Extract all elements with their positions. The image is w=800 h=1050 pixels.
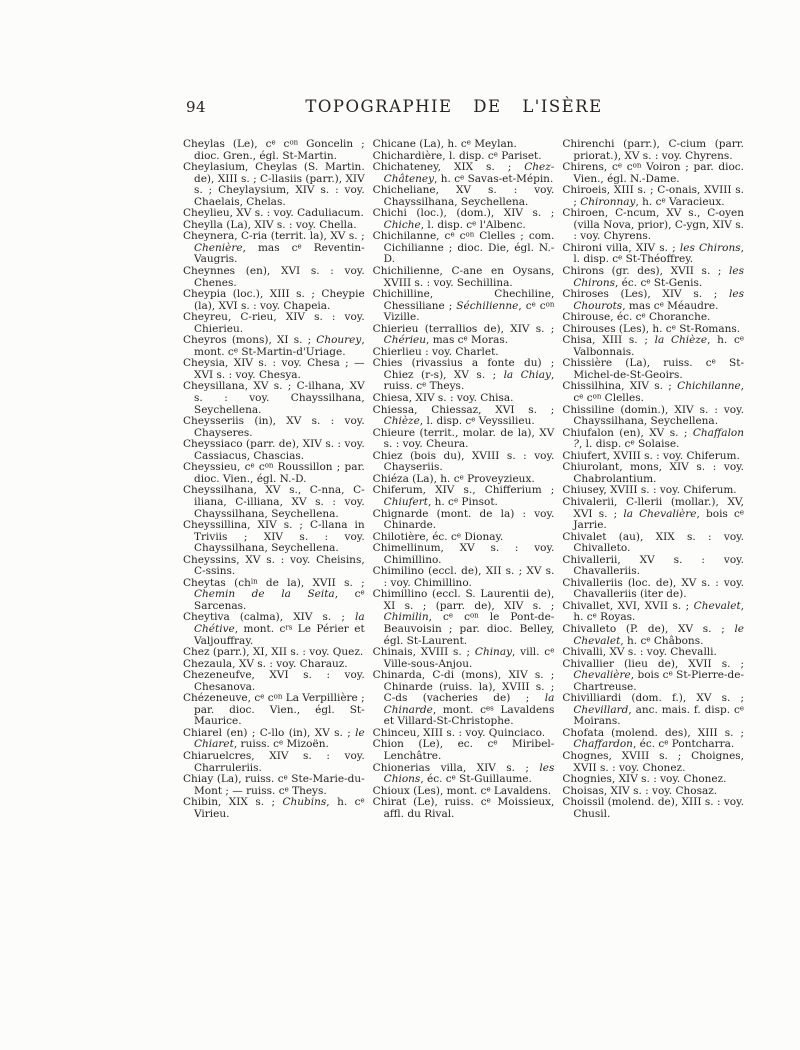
entry: Chiroses (Les), XIV s. ; les Chourots, mas $c^e$ Méaudre.	[562, 288, 745, 312]
entry: Chiessa, Chiessaz, XVI s. ; Chièze, l. disp. $c^e$ Veyssilieu.	[372, 403, 555, 428]
text-column	[373, 139, 555, 820]
entry: Chognies, XIV s. : voy. Chonez.	[562, 773, 727, 786]
entry: Chiufalon (en), XV s. ; Chaffalon ?, l. disp. $c^e$ Solaise.	[562, 426, 745, 451]
entry: Chiurolant, mons, XIV s. : voy. Chabrolantium.	[562, 461, 745, 485]
entry: Chichilienne, C-ane en Oysans, XVIII s. : voy. Sechillina.	[372, 265, 555, 289]
entry: Chez (parr.), XI, XII s. : voy. Quez.	[183, 646, 364, 659]
entry: Chichilanne, $c^e$ $c^{on}$ Clelles ; com. Cichilianne ; dioc. Die, égl. N.-D.	[372, 230, 555, 266]
entry: Chierlieu : voy. Charlet.	[372, 345, 499, 358]
entry: Chivalleto (P. de), XV s. ; le Chevalet, h. $c^e$ Châbons.	[562, 622, 745, 647]
entry: Chofata (molend. des), XIII s. ; Chaffardon, éc. $c^e$ Pontcharra.	[562, 726, 745, 751]
entry: Chiaruelcres, XIV s. : voy. Charruleriis.	[183, 749, 365, 774]
entry: Chirouses (Les), h. $c^e$ St-Romans.	[562, 322, 741, 335]
entry: Cheysseriis (in), XV s. : voy. Chayseres.	[183, 415, 365, 439]
entry: Cheylasium, Cheylas (S. Martin. de), XIII s. ; C-llasiis (parr.), XIV s. ; Cheylaysium, XIV s. : voy. Chaelais, Chelas.	[183, 161, 365, 208]
entry: Cheysia, XIV s. : voy. Chesa ; — XVI s. : voy. Chesya.	[183, 357, 365, 381]
entry: Cheyreu, C-rieu, XIV s. : voy. Chierieu.	[183, 311, 365, 335]
page-number: 94	[186, 98, 207, 116]
entry: Chironi villa, XIV s. ; les Chirons, l. disp. $c^e$ St-Théoffrey.	[562, 241, 744, 266]
entry: Chezeneufve, XVI s. : voy. Chesanova.	[183, 669, 365, 693]
entry: Chiferum, XIV s., Chifferium ; Chiufert, h. $c^e$ Pinsot.	[372, 484, 555, 508]
entry: Chirat (Le), ruiss. $c^e$ Moissieux, affl. du Rival.	[372, 796, 555, 820]
entry: Chissilhina, XIV s. ; Chichilanne, $c^e$ $c^{on}$ Clelles.	[562, 380, 745, 405]
entry: Cheylas (Le), $c^e$ $c^{on}$ Goncelin ; dioc. Gren., égl. St-Martin.	[183, 138, 365, 162]
entry: Chierieu (terrallios de), XIV s. ; Chérieu, mas $c^e$ Moras.	[372, 322, 555, 347]
entry: Chiusey, XVIII s. : voy. Chiferum.	[562, 484, 737, 497]
entry: Chionerias villa, XIV s. ; les Chions, éc. $c^e$ St-Guillaume.	[372, 761, 555, 786]
entry: Cheyros (mons), XI s. ; Chourey, mont. $c^e$ St-Martin-d'Uriage.	[183, 334, 365, 358]
entry: Chichilline, Chechiline, Chessiliane ; Séchilienne, $c^e$ $c^{on}$ Vizille.	[372, 288, 555, 324]
entry: Chiroen, C-ncum, XV s., C-oyen (villa Nova, prior), C-ygn, XIV s. : voy. Chyrens.	[562, 207, 745, 243]
entry: Chivalerii, C-llerii (mollar.), XV, XVI s. ; la Chevalière, bois $c^e$ Jarrie.	[562, 495, 745, 532]
entry: Chivalleriis (loc. de), XV s. : voy. Chavalleriis (iter de).	[562, 576, 745, 601]
entry: Chivallier (lieu de), XVII s. ; Chevalière, bois $c^e$ St-Pierre-de-Chartreuse.	[562, 657, 745, 693]
entry: Chirouse, éc. $c^e$ Choranche.	[562, 311, 711, 324]
entry: Chimellinum, XV s. : voy. Chimillino.	[372, 542, 555, 566]
entry: Chicheliane, XV s. : voy. Chayssilhana, Seychellena.	[372, 184, 555, 208]
entry: Chognes, XVIII s. ; Choignes, XVII s. : voy. Chonez.	[562, 749, 745, 774]
entry: Cheyssieu, $c^e$ $c^{on}$ Roussillon ; par. dioc. Vien., égl. N.-D.	[183, 461, 365, 485]
entry: Chimillino (eccl. S. Laurentii de), XI s. ; (parr. de), XIV s. ; Chimilin, $c^e$ $c^{on}$ le Pont-de-Beauvoisin ; par. dioc. Belley, égl. St-Laurent.	[372, 588, 555, 647]
entry: Chimilino (eccl. de), XII s. ; XV s. : voy. Chimillino.	[372, 565, 555, 589]
entry: Cheylieu, XV s. : voy. Caduliacum.	[183, 207, 364, 220]
entry: Chichi (loc.), (dom.), XIV s. ; Chiche, l. disp. $c^e$ l'Albenc.	[372, 207, 555, 231]
page-header	[183, 97, 743, 119]
entry: Cheytiva (calma), XIV s. ; la Chétive, mont. $c^{rs}$ Le Périer et Valjouffray.	[183, 611, 365, 647]
entry: Cheypia (loc.), XIII s. ; Cheypie (la), XVI s. : voy. Chapeia.	[183, 288, 365, 312]
entry: Chirens, $c^e$ $c^{on}$ Voiron ; par. dioc. Vien., égl. N.-Dame.	[562, 161, 745, 185]
entry: Cheyssins, XV s. : voy. Cheisins, C-ssins.	[183, 553, 365, 578]
entry: Chiez (bois du), XVIII s. : voy. Chayseriis.	[372, 449, 555, 474]
entry: Chivalli, XV s. : voy. Chevalli.	[562, 646, 717, 659]
entry: Cheysillana, XV s. ; C-ilhana, XV s. : voy. Chayssilhana, Seychellena.	[183, 380, 365, 416]
entry: Chies (rivassius a fonte du) ; Chiez (r-s), XV s. ; la Chiay, ruiss. $c^e$ Theys.	[372, 357, 555, 393]
entry: Chezaula, XV s. : voy. Charauz.	[183, 657, 348, 670]
entry: Cheynnes (en), XVI s. : voy. Chenes.	[183, 265, 365, 289]
entry: Chézeneuve, $c^e$ $c^{on}$ La Verpillière ; par. dioc. Vien., égl. St-Maurice.	[183, 692, 365, 728]
entry: Chieure (territ., molar. de la), XV s. : voy. Cheura.	[372, 426, 555, 451]
entry: Cheyssilhana, XV s., C-nna, C-iliana, C-illiana, XV s. : voy. Chayssilhana, Seychellena.	[183, 484, 365, 520]
entry: Chirenchi (parr.), C-cium (parr. priorat.), XV s. : voy. Chyrens.	[562, 138, 745, 162]
entry: Chinais, XVIII s. ; Chinay, vill. $c^e$ Ville-sous-Anjou.	[372, 646, 555, 670]
entry: Choisas, XIV s. : voy. Chosaz.	[562, 784, 718, 797]
text-column	[183, 139, 365, 820]
entry: Chisa, XIII s. ; la Chièze, h. $c^e$ Valbonnais.	[562, 334, 744, 358]
entry: Chinarda, C-di (mons), XIV s. ; Chinarde (ruiss. la), XVIII s. ; C-ds (vacheries de) ; la Chinarde, mont. $c^{es}$ Lavaldens et Villard-St-Christophe.	[372, 669, 555, 728]
entry: Cheytas ($ch^{in}$ de la), XVII s. ; Chemin de la Seita, $c^e$ Sarcenas.	[183, 576, 365, 612]
entry: Cheyssillina, XIV s. ; C-llana in Triviis ; XIV s. : voy. Chayssilhana, Seychellena.	[183, 519, 365, 555]
entry: Chignarde (mont. de la) : voy. Chinarde.	[372, 507, 555, 532]
entry: Chiay (La), ruiss. $c^e$ Ste-Marie-du-Mont ; — ruiss. $c^e$ Theys.	[183, 773, 365, 797]
text-block	[183, 139, 744, 820]
entry: Chivallerii, XV s. : voy. Chavalleriis.	[562, 553, 745, 578]
entry: Chiufert, XVIII s. : voy. Chiferum.	[562, 449, 740, 462]
entry: Chivalet (au), XIX s. : voy. Chivalleto.	[562, 530, 745, 555]
page-title: TOPOGRAPHIE DE L'ISÈRE	[305, 97, 603, 116]
entry: Chiesa, XIV s. : voy. Chisa.	[372, 392, 514, 405]
entry: Chivilliardi (dom. f.), XV s. ; Chevillard, anc. mais. f. disp. $c^e$ Moirans.	[562, 692, 745, 728]
entry: Chiroeis, XIII s. ; C-onais, XVIII s. ; Chironnay, h. $c^e$ Varacieux.	[562, 184, 745, 208]
entry: Chilotière, éc. $c^e$ Dionay.	[372, 530, 504, 543]
entry: Chirons (gr. des), XVII s. ; les Chirons, éc. $c^e$ St-Genis.	[562, 265, 745, 289]
entry: Chiarel (en) ; C-llo (in), XV s. ; le Chiaret, ruiss. $c^e$ Mizoën.	[183, 726, 365, 751]
entry: Cheylla (La), XIV s. : voy. Chella.	[183, 218, 357, 231]
entry: Chiéza (La), h. $c^e$ Proveyzieux.	[372, 472, 535, 485]
entry: Chichateney, XIX s. ; Chez-Châteney, h. $c^e$ Savas-et-Mépin.	[372, 161, 555, 185]
entry: Chicane (La), h. $c^e$ Meylan.	[372, 138, 517, 150]
entry: Chioux (Les), mont. $c^e$ Lavaldens.	[372, 784, 552, 797]
entry: Chinceu, XIII s. : voy. Quinciaco.	[372, 726, 546, 739]
entry: Chivallet, XVI, XVII s. ; Chevalet, h. $c^e$ Royas.	[562, 599, 745, 624]
entry: Chion (Le), ec. $c^e$ Miribel-Lenchâtre.	[372, 738, 555, 762]
entry: Cheyssiaco (parr. de), XIV s. : voy. Cassiacus, Chascias.	[183, 438, 365, 462]
entry: Chissière (La), ruiss. $c^e$ St-Michel-de-St-Geoirs.	[562, 357, 744, 381]
entry: Chissiline (domin.), XIV s. : voy. Chayssilhana, Seychellena.	[562, 403, 745, 428]
text-column	[562, 139, 744, 820]
entry: Chichardière, l. disp. $c^e$ Pariset.	[372, 149, 542, 162]
entry: Chibin, XIX s. ; Chubins, h. $c^e$ Virieu.	[183, 796, 365, 820]
entry: Choissil (molend. de), XIII s. : voy. Chusil.	[562, 796, 745, 820]
entry: Cheynera, C-ria (territ. la), XV s. ; Chenière, mas $c^e$ Reventin-Vaugris.	[183, 230, 365, 266]
